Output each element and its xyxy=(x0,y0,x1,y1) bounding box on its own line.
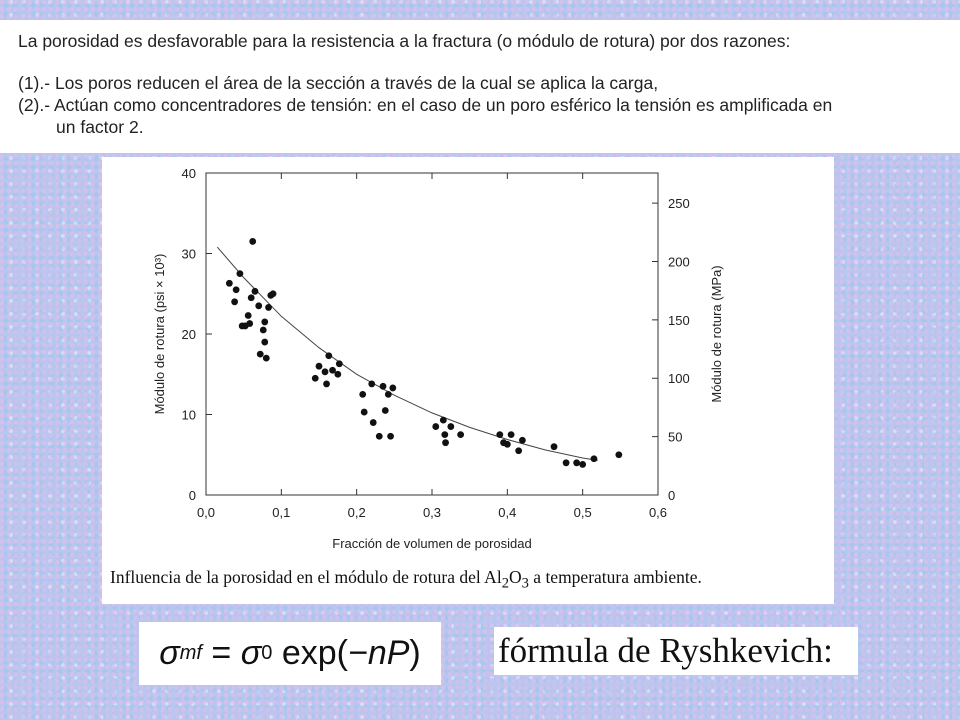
data-point xyxy=(573,459,580,466)
data-point xyxy=(519,437,526,444)
data-point xyxy=(261,319,268,326)
y2-tick-label: 50 xyxy=(668,429,683,445)
data-point xyxy=(260,327,267,334)
formula-p: P xyxy=(386,634,410,672)
data-point xyxy=(382,407,389,414)
x-tick-label: 0,0 xyxy=(196,505,216,520)
data-point xyxy=(255,302,262,309)
x-tick-label: 0,6 xyxy=(648,505,668,520)
formula-minus-n: −n xyxy=(347,634,387,672)
data-point xyxy=(387,433,394,440)
formula-sigma: σ xyxy=(159,634,180,672)
data-point xyxy=(248,294,255,301)
data-point xyxy=(257,351,264,358)
intro-line-4: un factor 2. xyxy=(56,117,144,137)
y2-tick-label: 250 xyxy=(668,196,690,212)
ryshkevich-formula xyxy=(139,622,441,685)
y-tick-label: 0 xyxy=(188,488,196,503)
x-tick-label: 0,4 xyxy=(498,505,517,520)
x-tick-label: 0,5 xyxy=(573,505,592,520)
data-point xyxy=(432,423,439,430)
data-point xyxy=(370,419,377,426)
formula-close-paren: ) xyxy=(409,634,421,672)
data-point xyxy=(265,304,272,311)
caption-sub-3: 3 xyxy=(521,575,529,592)
data-point xyxy=(368,381,375,388)
data-point xyxy=(563,459,570,466)
data-point xyxy=(336,360,343,367)
fit-curve xyxy=(217,247,597,460)
data-point xyxy=(591,455,598,462)
intro-line-2: (1).- Los poros reducen el área de la sección a través de la cual se aplica la carga, xyxy=(18,73,659,93)
data-point xyxy=(263,355,270,362)
data-point xyxy=(359,391,366,398)
caption-text-before: Influencia de la porosidad en el módulo de rotura del Al xyxy=(110,567,502,587)
ryshkevich-label-box xyxy=(494,627,858,675)
data-point xyxy=(245,312,252,319)
data-point xyxy=(361,409,368,416)
data-point xyxy=(551,443,558,450)
data-point xyxy=(515,447,522,454)
formula-sub-0: 0 xyxy=(261,642,273,664)
data-point xyxy=(385,391,392,398)
y-tick-label: 10 xyxy=(181,407,196,423)
ryshkevich-label: fórmula de Ryshkevich: xyxy=(498,631,833,670)
y-tick-label: 20 xyxy=(181,327,196,342)
intro-line-3: (2).- Actúan como concentradores de tensión: en el caso de un poro esférico la tensión es amplificada en xyxy=(18,95,833,115)
y-axis-label: Módulo de rotura (psi × 10³) xyxy=(152,253,167,415)
data-point xyxy=(334,371,341,378)
x-tick-label: 0,3 xyxy=(422,505,442,520)
caption-text-after: a temperatura ambiente. xyxy=(528,567,702,587)
formula-sigma-0: σ xyxy=(240,634,262,672)
figure-caption xyxy=(110,567,702,593)
y2-tick-label: 0 xyxy=(668,488,676,503)
data-point xyxy=(389,385,396,392)
data-point xyxy=(231,298,238,305)
data-point xyxy=(312,375,319,382)
data-point xyxy=(441,431,448,438)
data-point xyxy=(579,461,586,468)
y2-tick-label: 150 xyxy=(668,312,690,328)
data-point xyxy=(322,368,329,375)
y2-tick-label: 200 xyxy=(668,254,690,270)
data-point xyxy=(380,383,387,390)
y2-axis-label: Módulo de rotura (MPa) xyxy=(709,265,724,403)
y-tick-label: 30 xyxy=(181,246,196,262)
y-tick-label: 40 xyxy=(181,166,196,181)
x-tick-label: 0,1 xyxy=(272,505,291,520)
intro-text xyxy=(0,20,960,153)
data-point xyxy=(442,439,449,446)
data-point xyxy=(440,417,447,424)
caption-sub-2: 2 xyxy=(501,575,509,592)
x-tick-label: 0,2 xyxy=(347,505,366,520)
data-point xyxy=(325,352,332,359)
intro-line-1: La porosidad es desfavorable para la resistencia a la fractura (o módulo de rotura) por dos razones: xyxy=(18,31,791,51)
data-point xyxy=(226,280,233,287)
data-point xyxy=(323,381,330,388)
formula-open-paren: ( xyxy=(336,634,348,672)
data-point xyxy=(270,290,277,297)
scatter-chart xyxy=(102,157,834,567)
formula-equals: = xyxy=(201,634,241,672)
data-point xyxy=(237,270,244,277)
data-point xyxy=(615,451,622,458)
formula-exp: exp xyxy=(272,634,337,672)
data-point xyxy=(249,238,256,245)
data-point xyxy=(496,431,503,438)
data-point xyxy=(261,339,268,346)
data-point xyxy=(447,423,454,430)
plot-frame xyxy=(206,173,658,495)
formula-sub-mf: mf xyxy=(179,642,202,664)
x-axis-label: Fracción de volumen de porosidad xyxy=(332,536,532,551)
data-point xyxy=(457,431,464,438)
figure xyxy=(102,157,834,604)
data-point xyxy=(252,288,259,295)
data-point xyxy=(233,286,240,293)
data-point xyxy=(316,363,323,370)
y2-tick-label: 100 xyxy=(668,371,690,387)
data-point xyxy=(246,320,253,327)
data-point xyxy=(504,441,511,448)
data-point xyxy=(508,431,515,438)
data-point xyxy=(376,433,383,440)
caption-text-mid: O xyxy=(508,567,522,587)
